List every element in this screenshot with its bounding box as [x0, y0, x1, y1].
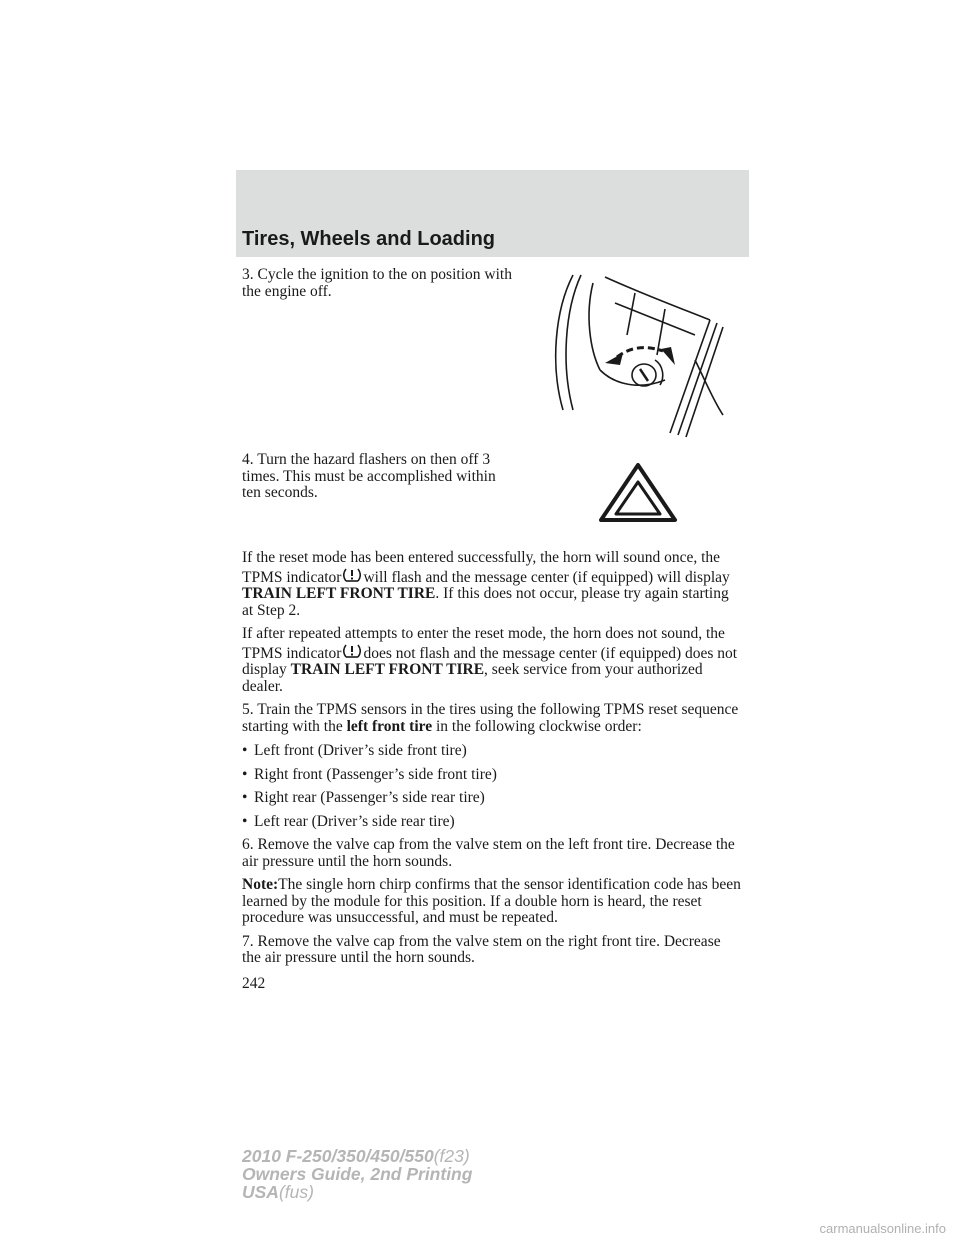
tpms-warning-icon	[343, 567, 361, 583]
paragraph-reset-success: If the reset mode has been entered successfully, the horn will sound once, the TPMS indicator will flash and the message center (if equipped) will display TRAIN LEFT FRONT TIRE. If this does not occur, please try again starting at Step 2.	[242, 549, 730, 619]
step-7-text: 7. Remove the valve cap from the valve stem on the right front tire. Decrease the air pressure until the horn sounds.	[242, 932, 721, 966]
list-item: • Right rear (Passenger’s side rear tire)	[242, 790, 742, 807]
note-paragraph: Note:The single horn chirp confirms that the sensor identification code has been learned by the module for this position. If a double horn is heard, the reset procedure was unsuccessful, and must be repeated.	[242, 876, 741, 926]
list-item: • Left front (Driver’s side front tire)	[242, 743, 742, 760]
section-header	[236, 170, 749, 257]
tire-order-list	[242, 743, 742, 830]
document-footer: 2010 F-250/350/450/550(f23) Owners Guide, 2nd Printing USA(fus)	[242, 1146, 473, 1202]
watermark: carmanualsonline.info	[819, 1221, 946, 1236]
step-3-text: 3. Cycle the ignition to the on position with the engine off.	[242, 266, 512, 300]
page-number: 242	[242, 975, 266, 992]
tpms-warning-icon	[343, 643, 361, 659]
step-4-text: 4. Turn the hazard flashers on then off 3 times. This must be accomplished within ten seconds.	[242, 451, 496, 501]
paragraph-reset-failure: If after repeated attempts to enter the reset mode, the horn does not sound, the TPMS indicator does not flash and the message center (if equipped) does not display TRAIN LEFT FRONT TIRE, seek service from your authorized dealer.	[242, 625, 738, 695]
list-item: • Left rear (Driver’s side rear tire)	[242, 814, 742, 831]
ignition-key-illustration-icon	[545, 265, 735, 440]
step-5-text: 5. Train the TPMS sensors in the tires using the following TPMS reset sequence starting with the left front tire in the following clockwise order:	[242, 701, 739, 735]
hazard-triangle-icon	[598, 462, 678, 524]
list-item: • Right front (Passenger’s side front tire)	[242, 767, 742, 784]
main-text-block	[242, 550, 742, 967]
section-title: Tires, Wheels and Loading	[242, 228, 496, 250]
step-6-text: 6. Remove the valve cap from the valve stem on the left front tire. Decrease the air pressure until the horn sounds.	[242, 836, 735, 870]
